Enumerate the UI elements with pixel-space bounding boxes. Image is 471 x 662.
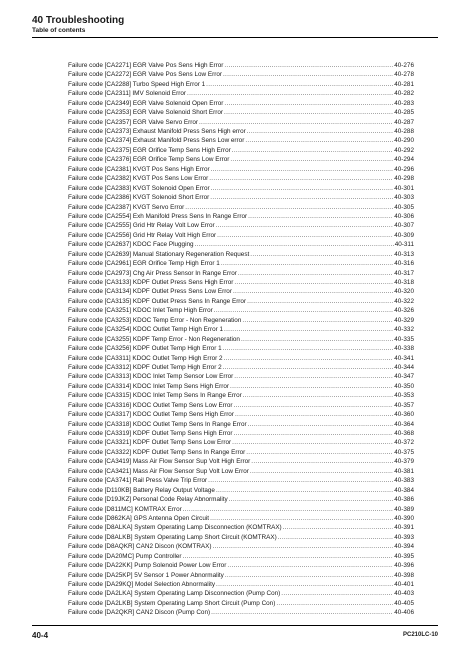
toc-entry[interactable] — [68, 429, 414, 438]
toc-leader-dots — [223, 363, 394, 372]
toc-entry-label: Failure code [CA3314] KDOC Inlet Temp Sens High Error — [68, 382, 230, 390]
toc-entry-label: Failure code [D862KA] GPS Antenna Open Circuit — [68, 514, 210, 522]
toc-entry-page: 40-326 — [394, 307, 414, 315]
toc-leader-dots — [225, 571, 393, 580]
toc-entry[interactable] — [68, 108, 414, 117]
toc-entry-page: 40-401 — [394, 581, 414, 589]
toc-entry-page: 40-294 — [394, 156, 414, 164]
toc-leader-dots — [206, 80, 393, 89]
toc-entry-page: 40-322 — [394, 297, 414, 305]
toc-entry-page: 40-282 — [394, 90, 414, 98]
toc-leader-dots — [211, 165, 394, 174]
toc-entry-page: 40-360 — [394, 411, 414, 419]
toc-entry-page: 40-292 — [394, 146, 414, 154]
toc-entry[interactable] — [68, 250, 414, 259]
toc-entry-page: 40-332 — [394, 326, 414, 334]
toc-entry-label: Failure code [CA2961] EGR Orifice Temp High Error 1 — [68, 260, 220, 268]
toc-entry-page: 40-301 — [394, 184, 414, 192]
toc-entry-page: 40-329 — [394, 316, 414, 324]
toc-entry-page: 40-288 — [394, 128, 414, 136]
toc-entry-label: Failure code [CA2382] KVGT Pos Sens Low Error — [68, 175, 209, 183]
toc-entry[interactable] — [68, 533, 414, 542]
table-of-contents — [68, 61, 414, 618]
toc-entry[interactable] — [68, 61, 414, 70]
toc-entry-page: 40-309 — [394, 231, 414, 239]
toc-entry-label: Failure code [CA2554] Exh Manifold Press Sens In Range Error — [68, 212, 248, 220]
toc-entry-label: Failure code [CA3311] KDOC Outlet Temp High Error 2 — [68, 354, 223, 362]
toc-entry[interactable] — [68, 457, 414, 466]
toc-leader-dots — [248, 420, 394, 429]
toc-entry-label: Failure code [CA2373] Exhaust Manifold Press Sens High error — [68, 128, 246, 136]
toc-leader-dots — [250, 467, 393, 476]
toc-entry-page: 40-313 — [394, 250, 414, 258]
toc-entry[interactable] — [68, 344, 414, 353]
toc-entry-label: Failure code [CA2271] EGR Valve Pos Sens High Error — [68, 61, 224, 69]
toc-entry-page: 40-386 — [394, 496, 414, 504]
toc-leader-dots — [224, 99, 393, 108]
toc-entry-page: 40-394 — [394, 543, 414, 551]
toc-leader-dots — [234, 372, 393, 381]
toc-entry[interactable] — [68, 316, 414, 325]
toc-entry[interactable] — [68, 174, 414, 183]
header-rule — [32, 37, 438, 38]
toc-entry-label: Failure code [CA2555] Grid Htr Relay Volt Low Error — [68, 222, 215, 230]
toc-entry[interactable] — [68, 561, 414, 570]
toc-entry-page: 40-281 — [394, 80, 414, 88]
toc-entry-label: Failure code [DA2LKB] System Operating Lamp Short Circuit (Pump Con) — [68, 599, 276, 607]
toc-entry-label: Failure code [CA2376] EGR Orifice Temp Sens Low Error — [68, 156, 230, 164]
toc-leader-dots — [234, 429, 394, 438]
toc-entry-page: 40-391 — [394, 524, 414, 532]
toc-leader-dots — [208, 476, 393, 485]
page-header — [32, 15, 124, 35]
toc-entry-label: Failure code [DA2QKR] CAN2 Discon (Pump Con) — [68, 609, 211, 617]
toc-entry-label: Failure code [CA2288] Turbo Speed High Error 1 — [68, 80, 206, 88]
toc-entry[interactable] — [68, 410, 414, 419]
toc-entry[interactable] — [68, 203, 414, 212]
toc-leader-dots — [234, 401, 394, 410]
toc-leader-dots — [232, 146, 393, 155]
toc-entry-page: 40-285 — [394, 109, 414, 117]
toc-entry-page: 40-278 — [394, 71, 414, 79]
toc-leader-dots — [223, 70, 393, 79]
toc-entry-page: 40-316 — [394, 260, 414, 268]
toc-entry-page: 40-389 — [394, 505, 414, 513]
toc-entry[interactable] — [68, 439, 414, 448]
toc-entry-page: 40-298 — [394, 175, 414, 183]
toc-entry-label: Failure code [CA2637] KDOC Face Plugging — [68, 241, 194, 249]
toc-entry-label: Failure code [CA3741] Rail Press Valve Trip Error — [68, 477, 208, 485]
toc-leader-dots — [211, 184, 394, 193]
toc-entry-label: Failure code [CA2357] EGR Valve Servo Error — [68, 118, 198, 126]
toc-entry[interactable] — [68, 580, 414, 589]
toc-leader-dots — [214, 306, 393, 315]
toc-leader-dots — [248, 212, 393, 221]
toc-entry[interactable] — [68, 146, 414, 155]
toc-entry-label: Failure code [CA3322] KDPF Outlet Temp Sens In Range Error — [68, 448, 246, 456]
toc-entry-label: Failure code [CA2386] KVGT Solenoid Short Error — [68, 194, 210, 202]
toc-entry[interactable] — [68, 80, 414, 89]
toc-entry-page: 40-318 — [394, 279, 414, 287]
toc-entry-label: Failure code [DA22KK] Pump Solenoid Power Low Error — [68, 562, 227, 570]
toc-entry-label: Failure code [CA3313] KDOC Inlet Temp Sensor Low Error — [68, 373, 234, 381]
toc-entry-page: 40-379 — [394, 458, 414, 466]
toc-entry[interactable] — [68, 193, 414, 202]
toc-leader-dots — [281, 590, 393, 599]
toc-entry[interactable] — [68, 137, 414, 146]
toc-leader-dots — [250, 250, 393, 259]
toc-entry-label: Failure code [CA3256] KDPF Outlet Temp High Error 1 — [68, 345, 222, 353]
toc-entry[interactable] — [68, 335, 414, 344]
toc-leader-dots — [224, 325, 393, 334]
toc-entry[interactable] — [68, 590, 414, 599]
toc-entry[interactable] — [68, 476, 414, 485]
toc-entry-label: Failure code [CA3133] KDPF Outlet Press Sens High Error — [68, 279, 234, 287]
toc-entry-page: 40-341 — [394, 354, 414, 362]
toc-entry-label: Failure code [D811MC] KOMTRAX Error — [68, 505, 182, 513]
toc-entry-page: 40-311 — [394, 241, 414, 249]
toc-entry-page: 40-347 — [394, 373, 414, 381]
toc-entry-label: Failure code [CA3253] KDOC Temp Error - Non Regeneration — [68, 316, 242, 324]
toc-leader-dots — [216, 580, 393, 589]
toc-entry[interactable] — [68, 259, 414, 268]
toc-entry-page: 40-405 — [394, 599, 414, 607]
toc-entry-label: Failure code [CA3419] Mass Air Flow Sensor Sup Volt High Error — [68, 458, 251, 466]
toc-entry-page: 40-390 — [394, 514, 414, 522]
toc-entry-label: Failure code [D19JKZ] Personal Code Relay Abnormality — [68, 496, 228, 504]
toc-entry[interactable] — [68, 523, 414, 532]
toc-entry-label: Failure code [CA3421] Mass Air Flow Sensor Sup Volt Low Error — [68, 467, 249, 475]
toc-entry[interactable] — [68, 354, 414, 363]
toc-entry[interactable] — [68, 297, 414, 306]
toc-entry-page: 40-320 — [394, 288, 414, 296]
toc-leader-dots — [247, 297, 393, 306]
toc-leader-dots — [230, 382, 393, 391]
toc-entry-page: 40-306 — [394, 212, 414, 220]
toc-entry-label: Failure code [DA29KQ] Model Selection Abnormality — [68, 581, 216, 589]
toc-entry[interactable] — [68, 306, 414, 315]
toc-entry-page: 40-375 — [394, 448, 414, 456]
toc-entry-label: Failure code [DA2LKA] System Operating Lamp Disconnection (Pump Con) — [68, 590, 281, 598]
toc-leader-dots — [242, 316, 393, 325]
toc-leader-dots — [276, 599, 393, 608]
toc-entry[interactable] — [68, 599, 414, 608]
toc-entry-label: Failure code [D8ALKB] System Operating Lamp Short Circuit (KOMTRAX) — [68, 533, 277, 541]
toc-entry-page: 40-317 — [394, 269, 414, 277]
toc-entry-page: 40-283 — [394, 99, 414, 107]
toc-entry[interactable] — [68, 278, 414, 287]
toc-leader-dots — [235, 410, 393, 419]
toc-entry-page: 40-303 — [394, 194, 414, 202]
toc-entry-label: Failure code [DA20MC] Pump Controller — [68, 552, 182, 560]
toc-entry-page: 40-290 — [394, 137, 414, 145]
toc-entry-label: Failure code [CA3134] KDPF Outlet Press Sens Low Error — [68, 288, 232, 296]
toc-entry[interactable] — [68, 382, 414, 391]
toc-entry-label: Failure code [CA2383] KVGT Solenoid Open Error — [68, 184, 210, 192]
toc-entry-label: Failure code [CA2272] EGR Valve Pos Sens Low Error — [68, 71, 222, 79]
toc-entry[interactable] — [68, 571, 414, 580]
toc-entry-label: Failure code [CA3321] KDPF Outlet Temp Sens Low Error — [68, 439, 232, 447]
toc-leader-dots — [210, 193, 393, 202]
toc-entry[interactable] — [68, 608, 414, 617]
toc-entry-page: 40-338 — [394, 345, 414, 353]
toc-entry-page: 40-276 — [394, 61, 414, 69]
footer-rule — [32, 625, 438, 626]
toc-leader-dots — [210, 514, 393, 523]
toc-leader-dots — [233, 288, 393, 297]
toc-leader-dots — [183, 505, 393, 514]
toc-leader-dots — [229, 495, 394, 504]
toc-entry-label: Failure code [CA2556] Grid Htr Relay Volt High Error — [68, 231, 217, 239]
toc-leader-dots — [195, 240, 394, 249]
toc-entry[interactable] — [68, 552, 414, 561]
toc-leader-dots — [221, 259, 393, 268]
toc-entry[interactable] — [68, 221, 414, 230]
toc-leader-dots — [232, 439, 393, 448]
toc-leader-dots — [283, 523, 394, 532]
toc-leader-dots — [199, 118, 393, 127]
toc-entry-page: 40-307 — [394, 222, 414, 230]
toc-entry-page: 40-364 — [394, 420, 414, 428]
toc-entry-label: Failure code [CA2639] Manual Stationary Regeneration Request — [68, 250, 250, 258]
model-name: PC210LC-10 — [402, 632, 438, 638]
toc-entry[interactable] — [68, 372, 414, 381]
toc-entry-page: 40-372 — [394, 439, 414, 447]
toc-entry[interactable] — [68, 269, 414, 278]
toc-entry[interactable] — [68, 363, 414, 372]
toc-leader-dots — [241, 335, 393, 344]
toc-entry[interactable] — [68, 542, 414, 551]
section-subtitle: Table of contents — [32, 27, 86, 34]
toc-entry-page: 40-335 — [394, 335, 414, 343]
toc-entry[interactable] — [68, 486, 414, 495]
toc-entry[interactable] — [68, 118, 414, 127]
toc-entry-page: 40-368 — [394, 430, 414, 438]
toc-entry[interactable] — [68, 514, 414, 523]
toc-entry[interactable] — [68, 288, 414, 297]
toc-entry[interactable] — [68, 231, 414, 240]
toc-entry-label: Failure code [CA2374] Exhaust Manifold Press Sens Low error — [68, 137, 245, 145]
toc-entry-page: 40-395 — [394, 552, 414, 560]
toc-entry-page: 40-350 — [394, 382, 414, 390]
toc-entry-label: Failure code [DA25KP] 5V Sensor 1 Power Abnormality — [68, 571, 224, 579]
toc-entry-page: 40-393 — [394, 533, 414, 541]
toc-leader-dots — [243, 391, 394, 400]
toc-leader-dots — [245, 137, 393, 146]
toc-entry-label: Failure code [D110KB] Battery Relay Output Voltage — [68, 486, 215, 494]
toc-leader-dots — [187, 89, 393, 98]
toc-entry-label: Failure code [D8ALKA] System Operating Lamp Disconnection (KOMTRAX) — [68, 524, 282, 532]
toc-entry-label: Failure code [CA3255] KDPF Temp Error - Non Regeneration — [68, 335, 240, 343]
toc-entry-page: 40-398 — [394, 571, 414, 579]
toc-leader-dots — [183, 552, 394, 561]
toc-entry[interactable] — [68, 99, 414, 108]
toc-entry-label: Failure code [CA2353] EGR Valve Solenoid Short Error — [68, 109, 224, 117]
toc-leader-dots — [224, 61, 393, 70]
toc-entry-page: 40-383 — [394, 477, 414, 485]
toc-entry[interactable] — [68, 495, 414, 504]
toc-entry[interactable] — [68, 467, 414, 476]
toc-leader-dots — [224, 354, 394, 363]
toc-leader-dots — [209, 174, 393, 183]
toc-leader-dots — [246, 448, 393, 457]
toc-entry-page: 40-381 — [394, 467, 414, 475]
toc-entry[interactable] — [68, 240, 414, 249]
toc-entry[interactable] — [68, 401, 414, 410]
toc-leader-dots — [217, 231, 393, 240]
toc-entry-page: 40-406 — [394, 609, 414, 617]
section-title: 40 Troubleshooting — [32, 15, 125, 26]
toc-entry-label: Failure code [CA3312] KDPF Outlet Temp High Error 2 — [68, 363, 222, 371]
toc-entry[interactable] — [68, 325, 414, 334]
toc-entry-label: Failure code [CA3319] KDPF Outlet Temp Sens High Error — [68, 430, 233, 438]
toc-entry-label: Failure code [CA2387] KVGT Servo Error — [68, 203, 185, 211]
toc-entry-label: Failure code [CA2381] KVGT Pos Sens High Error — [68, 165, 210, 173]
toc-entry-page: 40-344 — [394, 363, 414, 371]
toc-entry[interactable] — [68, 420, 414, 429]
toc-leader-dots — [238, 269, 393, 278]
toc-entry-page: 40-357 — [394, 401, 414, 409]
toc-leader-dots — [278, 533, 394, 542]
toc-entry-label: Failure code [CA3316] KDOC Outlet Temp Sens Low Error — [68, 401, 233, 409]
toc-entry[interactable] — [68, 391, 414, 400]
toc-entry-page: 40-384 — [394, 486, 414, 494]
toc-leader-dots — [216, 221, 394, 230]
toc-entry[interactable] — [68, 127, 414, 136]
toc-leader-dots — [234, 278, 393, 287]
toc-entry[interactable] — [68, 70, 414, 79]
toc-entry-page: 40-396 — [394, 562, 414, 570]
toc-entry-label: Failure code [CA3318] KDOC Outlet Temp Sens In Range Error — [68, 420, 247, 428]
toc-leader-dots — [224, 108, 393, 117]
toc-entry[interactable] — [68, 184, 414, 193]
toc-entry[interactable] — [68, 505, 414, 514]
toc-leader-dots — [223, 344, 394, 353]
toc-leader-dots — [230, 155, 393, 164]
toc-entry[interactable] — [68, 155, 414, 164]
toc-entry-page: 40-353 — [394, 392, 414, 400]
toc-entry-page: 40-403 — [394, 590, 414, 598]
toc-entry-page: 40-287 — [394, 118, 414, 126]
toc-entry-page: 40-305 — [394, 203, 414, 211]
toc-entry-label: Failure code [CA2311] IMV Solenoid Error — [68, 90, 187, 98]
page-number: 40-4 — [32, 631, 49, 640]
toc-entry[interactable] — [68, 165, 414, 174]
toc-entry-label: Failure code [CA2973] Chg Air Press Sensor In Range Error — [68, 269, 237, 277]
toc-leader-dots — [227, 561, 393, 570]
toc-leader-dots — [216, 486, 393, 495]
toc-leader-dots — [247, 127, 394, 136]
toc-entry-label: Failure code [CA3251] KDOC Inlet Temp High Error — [68, 307, 213, 315]
toc-entry-label: Failure code [CA3317] KDOC Outlet Temp Sens High Error — [68, 411, 234, 419]
toc-leader-dots — [185, 203, 393, 212]
toc-entry-label: Failure code [CA2375] EGR Orifice Temp Sens High Error — [68, 146, 231, 154]
toc-entry[interactable] — [68, 89, 414, 98]
toc-entry-label: Failure code [CA3254] KDOC Outlet Temp High Error 1 — [68, 326, 224, 334]
toc-entry[interactable] — [68, 212, 414, 221]
toc-entry-page: 40-296 — [394, 165, 414, 173]
toc-leader-dots — [211, 608, 393, 617]
toc-entry-label: Failure code [CA2349] EGR Valve Solenoid Open Error — [68, 99, 224, 107]
toc-entry-label: Failure code [CA3315] KDOC Inlet Temp Sens In Range Error — [68, 392, 242, 400]
toc-leader-dots — [251, 457, 393, 466]
toc-entry-label: Failure code [D8AQKR] CAN2 Discon (KOMTRAX) — [68, 543, 212, 551]
toc-entry-label: Failure code [CA3135] KDPF Outlet Press Sens In Range Error — [68, 297, 247, 305]
toc-leader-dots — [212, 542, 393, 551]
toc-entry[interactable] — [68, 448, 414, 457]
